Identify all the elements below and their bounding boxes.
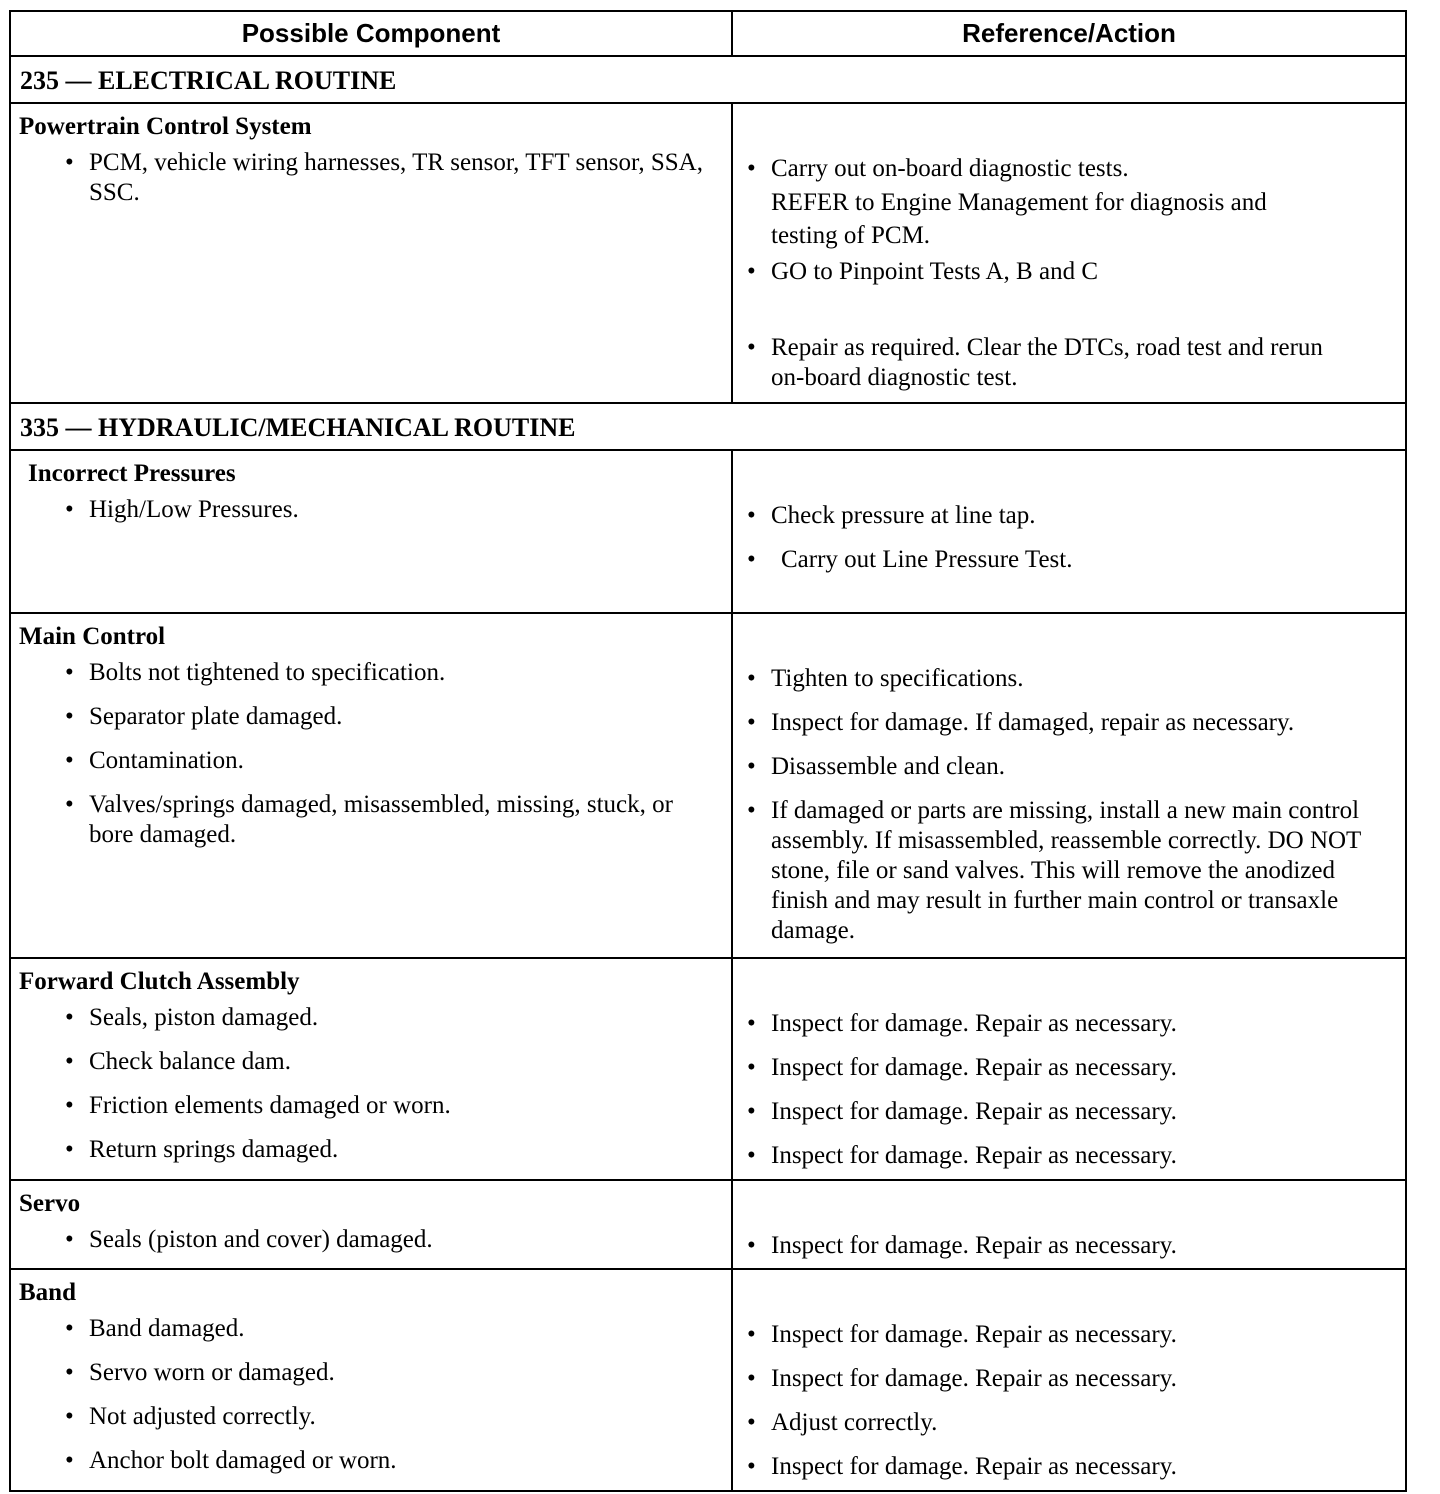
- group-right-cell: [733, 1270, 1407, 1490]
- component-item: • Valves/springs damaged, misassembled, missing, stuck, or bore damaged.: [65, 791, 673, 848]
- group-title: Powertrain Control System: [19, 113, 312, 140]
- component-item: • Separator plate damaged.: [65, 703, 343, 730]
- component-item: • PCM, vehicle wiring harnesses, TR sensor, TFT sensor, SSA, SSC.: [65, 149, 703, 206]
- group-row: [11, 451, 1407, 614]
- group-row: [11, 1270, 1407, 1492]
- group-title: Servo: [19, 1190, 81, 1217]
- group-title: Main Control: [19, 623, 166, 650]
- component-item: • Bolts not tightened to specification.: [65, 659, 446, 686]
- action-item: • Inspect for damage. Repair as necessary.: [747, 1365, 1177, 1392]
- group-right-cell: [733, 614, 1407, 957]
- action-item: • Check pressure at line tap.: [747, 502, 1036, 529]
- header-reference-action: Reference/Action: [733, 12, 1407, 55]
- group-row: [11, 1181, 1407, 1270]
- action-item-continued: REFER to Engine Management for diagnosis and testing of PCM.: [771, 189, 1267, 249]
- diagnosis-table: [9, 10, 1407, 1492]
- group-left-cell: [11, 1181, 733, 1268]
- action-item: • Inspect for damage. Repair as necessary.: [747, 1098, 1177, 1125]
- group-right-cell: [733, 959, 1407, 1179]
- group-left-cell: [11, 614, 733, 957]
- component-item: • Friction elements damaged or worn.: [65, 1092, 451, 1119]
- action-item: • GO to Pinpoint Tests A, B and C: [747, 258, 1098, 285]
- section-header-row: [11, 404, 1407, 451]
- group-title: Forward Clutch Assembly: [19, 968, 300, 995]
- action-item: • Inspect for damage. If damaged, repair as necessary.: [747, 709, 1295, 736]
- component-item: • Seals (piston and cover) damaged.: [65, 1226, 433, 1253]
- group-right-cell: [733, 1181, 1407, 1268]
- component-item: • Not adjusted correctly.: [65, 1403, 316, 1430]
- action-item: • Inspect for damage. Repair as necessary.: [747, 1142, 1177, 1169]
- component-item: • Servo worn or damaged.: [65, 1359, 335, 1386]
- action-item: • Inspect for damage. Repair as necessary.: [747, 1232, 1177, 1259]
- action-item: • Carry out on-board diagnostic tests.: [747, 155, 1129, 182]
- group-row: [11, 614, 1407, 959]
- component-item: • High/Low Pressures.: [65, 496, 299, 523]
- component-item: • Return springs damaged.: [65, 1136, 339, 1163]
- action-item: • Inspect for damage. Repair as necessary.: [747, 1453, 1177, 1480]
- group-left-cell: [11, 451, 733, 612]
- action-item: • Carry out Line Pressure Test.: [747, 546, 1073, 573]
- component-item: • Check balance dam.: [65, 1048, 291, 1075]
- action-item: • Inspect for damage. Repair as necessary.: [747, 1010, 1177, 1037]
- group-right-cell: [733, 451, 1407, 612]
- action-item: • If damaged or parts are missing, install a new main control assembly. If misassembled, reassemble correctly. DO NOT stone, file or sand valves. This will remove the anodized finish and may result in further main control or transaxle damage.: [747, 797, 1361, 944]
- group-row: [11, 104, 1407, 404]
- action-item: • Repair as required. Clear the DTCs, road test and rerun on-board diagnostic test.: [747, 334, 1323, 391]
- group-row: [11, 959, 1407, 1181]
- group-title: Incorrect Pressures: [28, 460, 236, 487]
- action-item: • Tighten to specifications.: [747, 665, 1024, 692]
- component-item: • Contamination.: [65, 747, 244, 774]
- action-item: • Disassemble and clean.: [747, 753, 1005, 780]
- section-header-row: [11, 57, 1407, 104]
- header-possible-component: Possible Component: [11, 12, 733, 55]
- component-item: • Seals, piston damaged.: [65, 1004, 319, 1031]
- group-left-cell: [11, 959, 733, 1179]
- group-right-cell: [733, 104, 1407, 402]
- section-title: 335 — HYDRAULIC/MECHANICAL ROUTINE: [11, 404, 1407, 449]
- action-item: • Inspect for damage. Repair as necessary.: [747, 1321, 1177, 1348]
- action-item: • Inspect for damage. Repair as necessary.: [747, 1054, 1177, 1081]
- component-item: • Anchor bolt damaged or worn.: [65, 1447, 397, 1474]
- group-left-cell: [11, 1270, 733, 1490]
- action-item: • Adjust correctly.: [747, 1409, 938, 1436]
- component-item: • Band damaged.: [65, 1315, 245, 1342]
- group-left-cell: [11, 104, 733, 402]
- table-header: [11, 12, 1407, 57]
- section-title: 235 — ELECTRICAL ROUTINE: [11, 57, 1407, 102]
- group-title: Band: [19, 1279, 76, 1306]
